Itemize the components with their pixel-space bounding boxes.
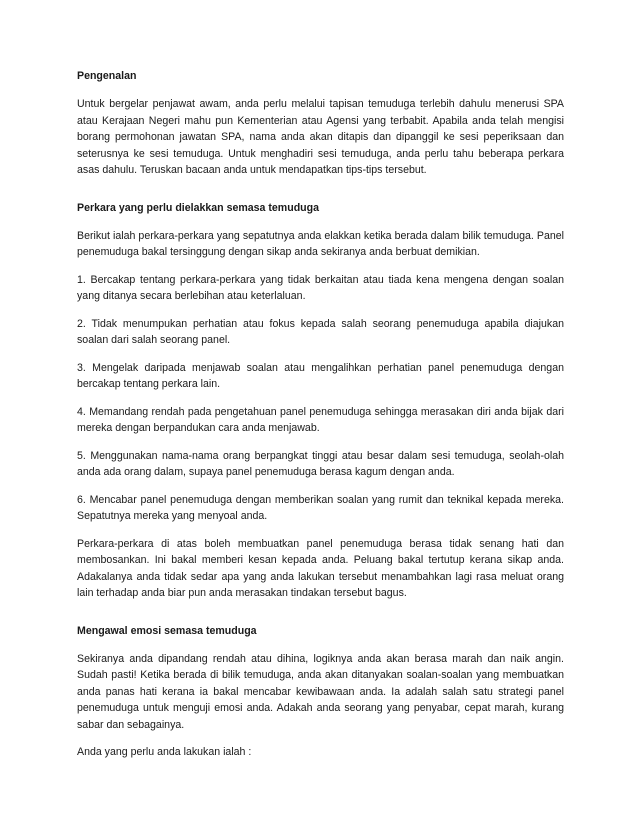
document-page: [77, 68, 564, 772]
section-perkara-dielakkan: [77, 200, 564, 602]
list-item: 3. Mengelak daripada menjawab soalan atau mengalihkan perhatian panel penemuduga dengan bercakap tentang perkara lain.: [77, 361, 564, 390]
paragraph: Anda yang perlu anda lakukan ialah :: [77, 746, 252, 758]
paragraph: Berikut ialah perkara-perkara yang sepatutnya anda elakkan ketika berada dalam bilik temuduga. Panel penemuduga bakal tersinggung dengan sikap anda sekiranya anda berbuat demikian.: [77, 229, 564, 258]
section-pengenalan: [77, 68, 564, 179]
paragraph: Untuk bergelar penjawat awam, anda perlu melalui tapisan temuduga terlebih dahulu menerusi SPA atau Kerajaan Negeri mahu pun Kementerian atau Agensi yang terbabit. Apabila anda telah mengisi borang permohonan jawatan SPA, nama anda akan ditapis dan dipanggil ke sesi peperiksaan dan seterusnya ke sesi temuduga. Untuk menghadiri sesi temuduga, anda perlu tahu beberapa perkara asas dahulu. Teruskan bacaan anda untuk mendapatkan tips-tips tersebut.: [77, 98, 564, 176]
list-item: 2. Tidak menumpukan perhatian atau fokus kepada salah seorang penemuduga apabila diajukan soalan dari salah seorang panel.: [77, 317, 564, 346]
list-item: 6. Mencabar panel penemuduga dengan memberikan soalan yang rumit dan teknikal kepada mereka. Sepatutnya mereka yang menyoal anda.: [77, 493, 564, 522]
section-heading: Pengenalan: [77, 70, 137, 82]
list-item: 4. Memandang rendah pada pengetahuan panel penemuduga sehingga merasakan diri anda bijak dari mereka dengan berpandukan cara anda menjawab.: [77, 405, 564, 434]
section-mengawal-emosi: [77, 623, 564, 761]
paragraph: Sekiranya anda dipandang rendah atau dihina, logiknya anda akan berasa marah dan naik angin. Sudah pasti! Ketika berada di bilik temuduga, anda akan ditanyakan soalan-soalan yang membuatkan anda panas hati kerana ia bakal mencabar kewibawaan anda. Ia adalah salah satu strategi panel penemuduga untuk menguji emosi anda. Adakah anda seorang yang penyabar, cepat marah, kurang sabar dan sebagainya.: [77, 652, 564, 731]
paragraph: Perkara-perkara di atas boleh membuatkan panel penemuduga berasa tidak senang hati dan membosankan. Ini bakal memberi kesan kepada anda. Peluang bakal tertutup kerana sikap anda. Adakalanya anda tidak sedar apa yang anda lakukan tersebut menambahkan lagi rasa meluat orang lain terhadap anda biar pun anda merasakan tindakan tersebut bagus.: [77, 537, 564, 599]
section-heading: Perkara yang perlu dielakkan semasa temuduga: [77, 201, 320, 214]
section-heading: Mengawal emosi semasa temuduga: [77, 624, 257, 637]
list-item: 5. Menggunakan nama-nama orang berpangkat tinggi atau besar dalam sesi temuduga, seolah-olah anda ada orang dalam, supaya panel penemuduga berasa kagum dengan anda.: [77, 449, 564, 478]
list-item: 1. Bercakap tentang perkara-perkara yang tidak berkaitan atau tiada kena mengena dengan soalan yang ditanya secara berlebihan atau keterlaluan.: [77, 273, 564, 302]
